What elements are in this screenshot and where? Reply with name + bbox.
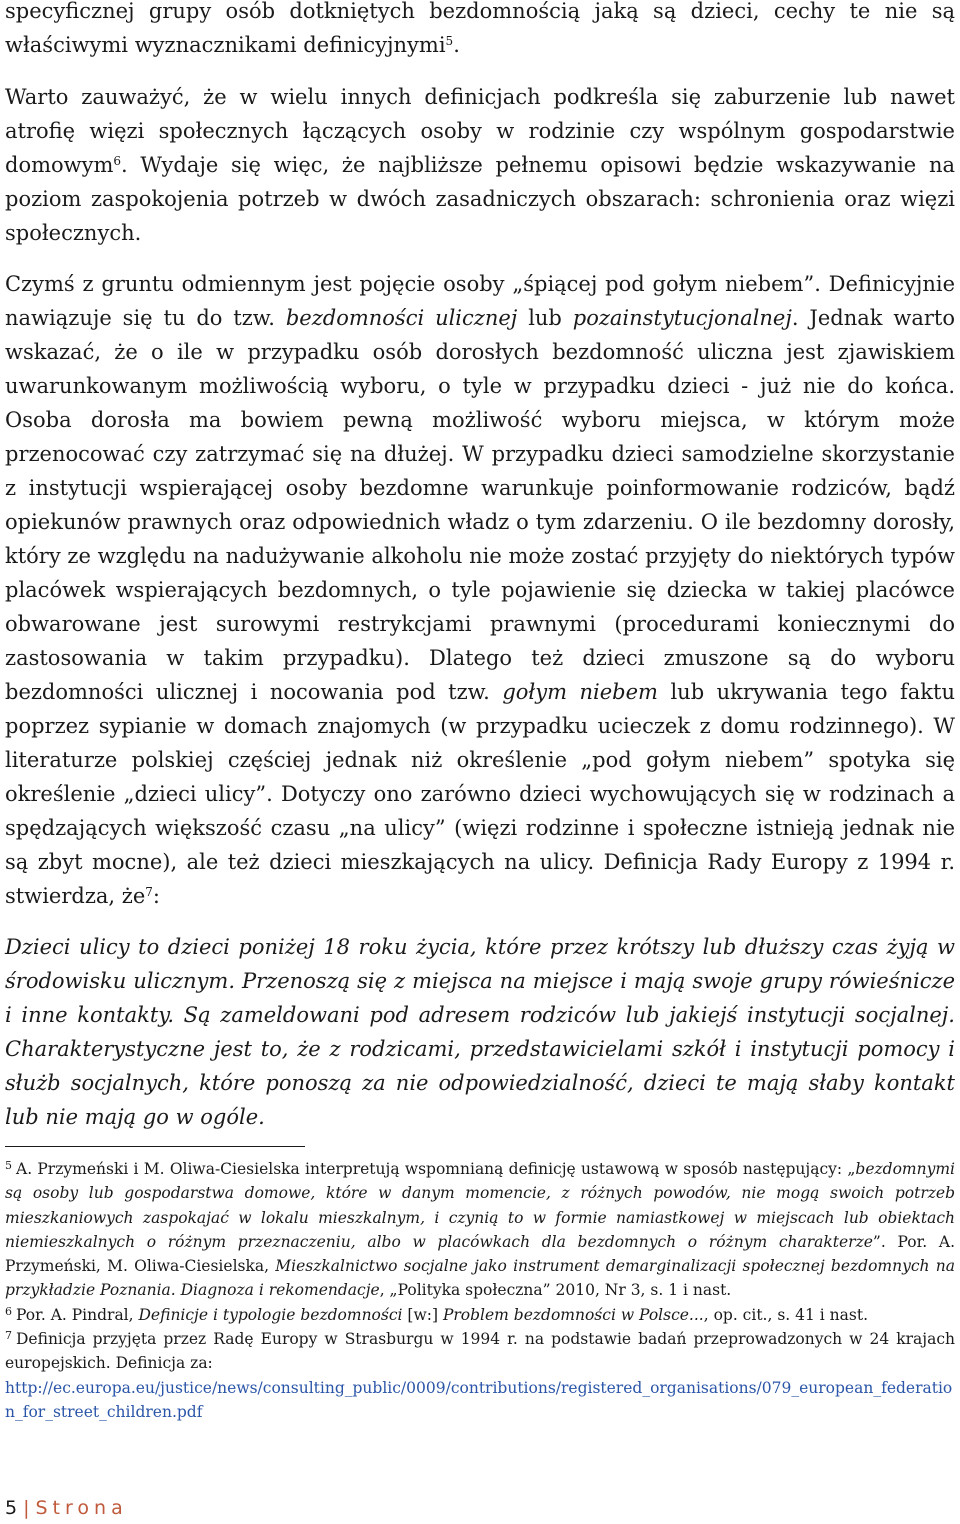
source-url-link[interactable]: http://ec.europa.eu/justice/news/consulting_public/0009/contributions/registered_organisations/079_european_federation_for_street_children.pdf bbox=[5, 1378, 953, 1421]
footnote-ref-7[interactable]: 7 bbox=[145, 885, 153, 899]
footnote-ref-6[interactable]: 6 bbox=[113, 154, 122, 168]
paragraph-2: Warto zauważyć, że w wielu innych definicjach podkreśla się zaburzenie lub nawet atrofię więzi społecznych łączących osoby w rodzinie czy wspólnym gospodarstwie domowym$^6$. Wydaje się więc, że najbliższe pełnemu opisowi będzie wskazywanie na poziom zaspokojenia potrzeb w dwóch zasadniczych obszarach: schronienia oraz więzi społecznych. bbox=[5, 85, 955, 245]
paragraph-3: Czymś z gruntu odmiennym jest pojęcie osoby „śpiącej pod gołym niebem”. Definicyjnie nawiązuje się tu do tzw. bezdomności ulicznej lub pozainstytucjonalnej. Jednak warto wskazać, że o ile w przypadku osób dorosłych bezdomność uliczna jest zjawiskiem uwarunkowanym możliwością wyboru, o tyle w przypadku dzieci - już nie do końca. Osoba dorosła ma bowiem pewną możliwość wyboru miejsca, w którym może przenocować czy zatrzymać się na dłużej. W przypadku dzieci samodzielne skorzystanie z instytucji wspierającej osoby bezdomne warunkuje poinformowanie rodziców, bądź opiekunów prawnych oraz odpowiednich władz o tym zdarzeniu. O ile bezdomny dorosły, który ze względu na nadużywanie alkoholu nie może zostać przyjęty do niektórych typów placówek wspierających bezdomnych, o tyle pojawienie się dziecka w takiej placówce obwarowane jest surowymi restrykcjami prawnymi (procedurami koniecznymi do zastosowania w takim przypadku). Dlatego też dzieci zmuszone są do wyboru bezdomności ulicznej i nocowania pod tzw. gołym niebem lub ukrywania tego faktu poprzez sypianie w domach znajomych (w przypadku ucieczek z domu rodzinnego). W literaturze polskiej częściej jednak niż określenie „pod gołym niebem” spotyka się określenie „dzieci ulicy”. Dotyczy ono zarówno dzieci wychowujących się w rodzinach a spędzających większość czasu „na ulicy” (więzi rodzinne i społeczne istnieją jednak nie są zbyt mocne), ale też dzieci mieszkających na ulicy. Definicja Rady Europy z 1994 r. stwierdza, $że^7$: bbox=[5, 272, 955, 908]
paragraph-1: specyficznej grupy osób dotkniętych bezdomnością jaką są dzieci, cechy te nie są właściwymi wyznacznikami definicyjnymi$^5$. bbox=[5, 0, 955, 57]
footnote-5-number: 5 bbox=[5, 1159, 12, 1172]
definition-quote bbox=[5, 930, 955, 1134]
footnote-7: $^7$ Definicja przyjęta przez Radę Europy w Strasburgu w 1994 r. na podstawie badań przeprowadzonych w 24 krajach europejskich. Definicja za: http://ec.europa.eu/justice/news/consulting_public/0009/contributions/registered_organisations/079_european_federation_for_street_children.pdf bbox=[5, 1329, 955, 1421]
document-page bbox=[5, 0, 955, 1424]
term-golym-niebem: gołym niebem bbox=[502, 680, 658, 704]
footnote-separator bbox=[5, 1146, 305, 1147]
footer-label: Strona bbox=[35, 1497, 128, 1519]
footnote-6: $^6$ Por. A. Pindral, Definicje i typologie bezdomności [w:] Problem bezdomności w Polsce..., op. cit., s. 41 i nast. bbox=[5, 1304, 869, 1324]
footnote-7-number: 7 bbox=[5, 1329, 12, 1343]
term-pozainstytucjonalna: pozainstytucjonalnej bbox=[572, 306, 792, 330]
footnote-6-number: 6 bbox=[5, 1304, 12, 1318]
quote-text: Dzieci ulicy to dzieci poniżej 18 roku życia, które przez krótszy lub dłuższy czas żyją w środowisku ulicznym. Przenoszą się z miejsca na miejsce i mają swoje grupy rówieśnicze i inne kontakty. Są zameldowani pod adresem rodziców lub jakiejś instytucji socjalnej. Charakterystyczne jest to, że z rodzicami, przedstawicielami szkół i instytucji pomocy i służb socjalnych, które ponoszą za nie odpowiedzialność, dzieci te mają słaby kontakt lub nie mają go w ogóle. bbox=[5, 935, 955, 1129]
page-number: 5 bbox=[5, 1497, 18, 1519]
page-footer bbox=[5, 1494, 128, 1522]
footer-separator: | bbox=[23, 1497, 30, 1519]
footnote-5: $^5$ A. Przymeński i M. Oliwa-Ciesielska interpretują wspomnianą definicję ustawową w sposób następujący: „bezdomnymi są osoby lub gospodarstwa domowe, które w danym momencie, z różnych powodów, nie mogą swoich potrzeb mieszkaniowych zaspokajać w lokalu mieszkalnym, i czynią to w formie namiastkowej w miejscach lub obiektach niemieszkalnych o różnym przeznaczeniu, albo w placówkach dla bezdomnych o różnym charakterze”. Por. A. Przymeński, M. Oliwa-Ciesielska, Mieszkalnictwo socjalne jako instrument demarginalizacji społecznej bezdomnych na przykładzie Poznania. Diagnoza i rekomendacje, „Polityka społeczna” 2010, Nr 3, s. 1 i nast. bbox=[5, 1159, 955, 1300]
term-bezdomnosc-uliczna: bezdomności ulicznej bbox=[285, 306, 518, 330]
footnote-ref-5[interactable]: 5 bbox=[445, 34, 454, 48]
